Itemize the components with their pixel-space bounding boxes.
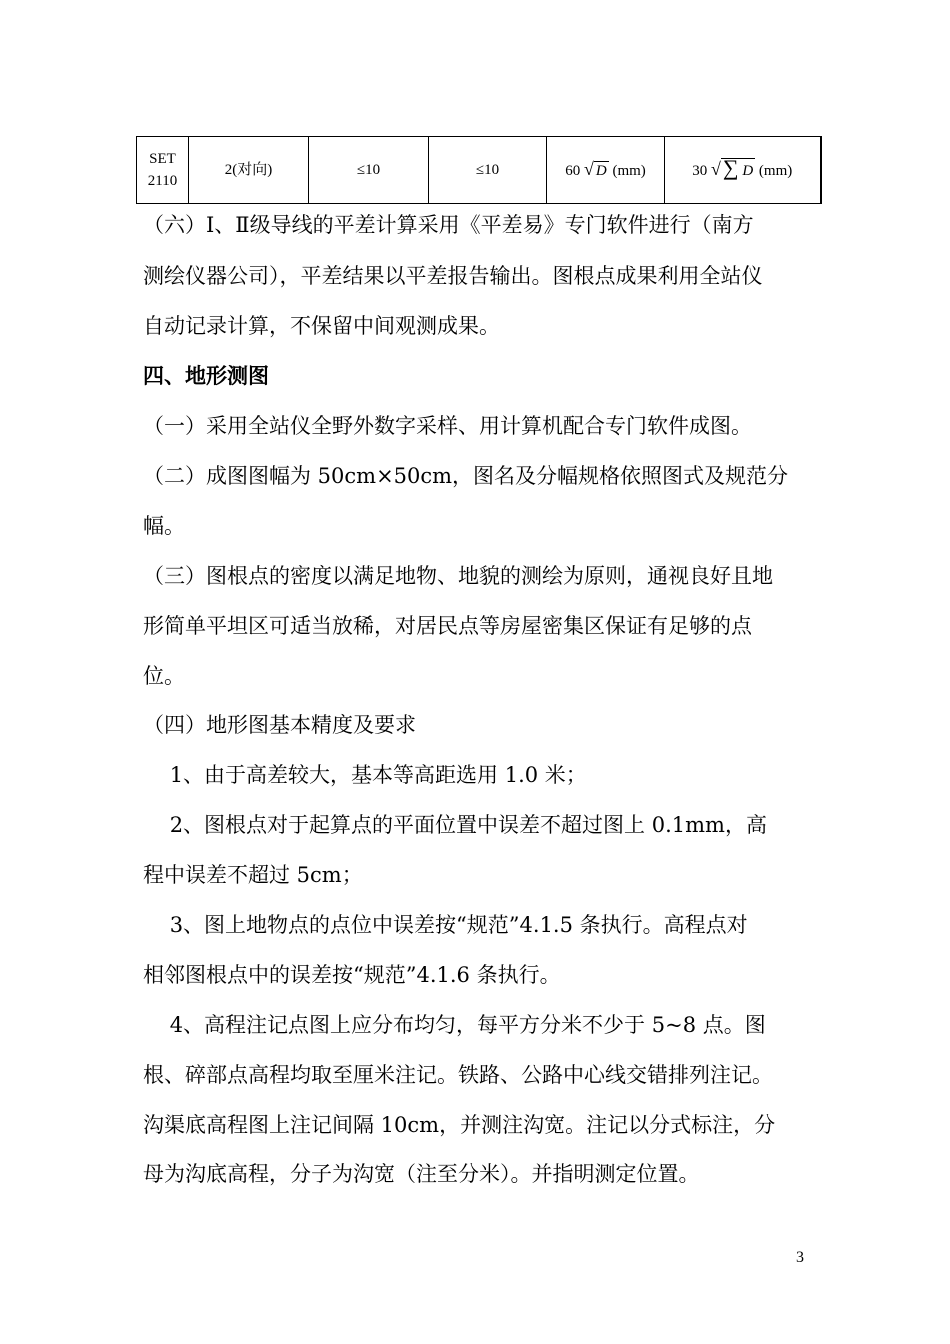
formula-a-coef: 60 [565, 163, 581, 179]
cell-formula-a [547, 137, 665, 204]
sum-symbol: ∑ [722, 155, 739, 180]
text-line: 形简单平坦区可适当放稀，对居民点等房屋密集区保证有足够的点 [143, 614, 752, 638]
text-line: 沟渠底高程图上注记间隔 10cm，并测注沟宽。注记以分式标注，分 [143, 1113, 776, 1137]
text-line: 1、由于高差较大，基本等高距选用 1.0 米； [143, 763, 587, 787]
text-line: 测绘仪器公司），平差结果以平差报告输出。图根点成果利用全站仪 [143, 264, 763, 288]
formula-b-coef: 30 [692, 163, 708, 179]
accuracy-table [136, 136, 822, 204]
formula-b-var: D [742, 163, 754, 179]
text-line: 3、图上地物点的点位中误差按“规范”4.1.5 条执行。高程点对 [143, 913, 748, 937]
text-line: （三）图根点的密度以满足地物、地貌的测绘为原则，通视良好且地 [143, 564, 773, 588]
text-line: 相邻图根点中的误差按“规范”4.1.6 条执行。 [143, 963, 561, 987]
text-line: （四）地形图基本精度及要求 [143, 713, 416, 737]
cell-measures: 2(对向) [189, 137, 309, 204]
page-number: 3 [796, 1249, 804, 1266]
formula-b-unit: (mm) [758, 163, 793, 179]
text-line: （一）采用全站仪全野外数字采样、用计算机配合专门软件成图。 [143, 414, 752, 438]
cell-formula-b [665, 137, 821, 204]
text-line: 根、碎部点高程均取至厘米注记。铁路、公路中心线交错排列注记。 [143, 1063, 773, 1087]
text-line: （二）成图图幅为 50cm×50cm，图名及分幅规格依照图式及规范分 [143, 464, 789, 488]
formula-a-unit: (mm) [612, 163, 646, 179]
text-line: 自动记录计算，不保留中间观测成果。 [143, 314, 500, 338]
cell-tol-b: ≤10 [429, 137, 547, 204]
table-row [137, 137, 821, 204]
cell-model: SET 2110 [137, 137, 189, 204]
text-line: 幅。 [143, 514, 185, 538]
formula-a-var: D [595, 163, 607, 179]
text-line: 位。 [143, 664, 185, 688]
sqrt-symbol: √ D [583, 159, 607, 179]
text-line: 2、图根点对于起算点的平面位置中误差不超过图上 0.1mm，高 [143, 813, 767, 837]
text-line: 4、高程注记点图上应分布均匀，每平方分米不少于 5~8 点。图 [143, 1013, 766, 1037]
text-line: 母为沟底高程，分子为沟宽（注至分米）。并指明测定位置。 [143, 1162, 700, 1186]
sqrt-sum-symbol: √∑ D [711, 155, 754, 180]
text-line: （六）Ⅰ、Ⅱ级导线的平差计算采用《平差易》专门软件进行（南方 [143, 213, 754, 237]
cell-tol-a: ≤10 [309, 137, 429, 204]
section-heading: 四、地形测图 [143, 363, 269, 388]
text-line: 程中误差不超过 5cm； [143, 863, 363, 887]
